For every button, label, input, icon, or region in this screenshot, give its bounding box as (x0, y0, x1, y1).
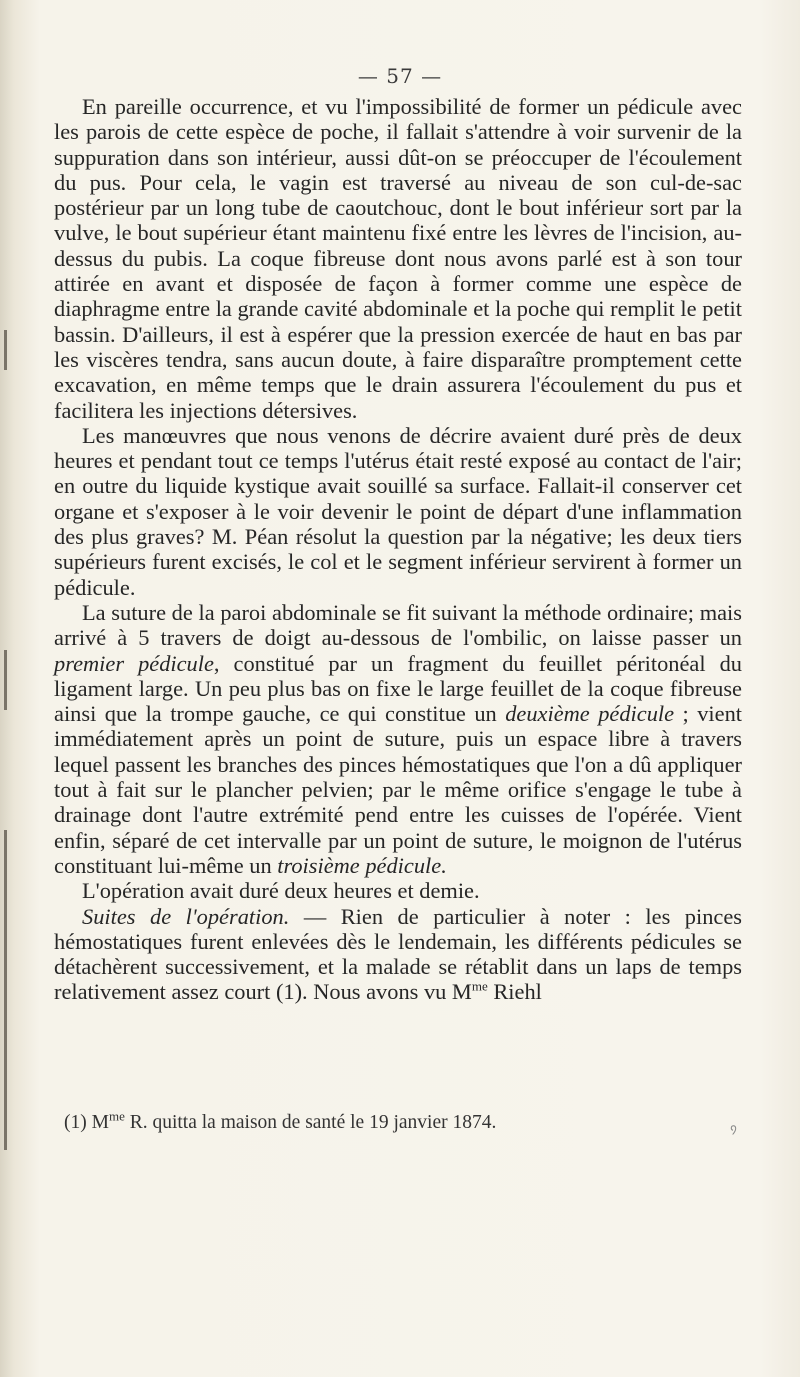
text-run: Riehl (487, 979, 542, 1005)
italic-text: premier pédicule (54, 650, 214, 676)
italic-text: Suites de l'opération. (82, 903, 290, 929)
paragraph (54, 878, 742, 903)
paragraph (54, 600, 742, 878)
body-text (54, 94, 742, 1005)
paragraph (54, 904, 742, 1005)
binding-edge-mark (4, 330, 7, 370)
text-run: L'opération avait duré deux heures et demie. (82, 878, 480, 904)
page-number: — 57 — (357, 64, 443, 88)
text-run: ; vient immédiatement après un point de suture, puis un espace libre à travers lequel passent les branches des pinces hémostatiques que l'on a dû appliquer tout à fait sur le plancher pelvien; par le même orifice s'engage le tube à drainage dont l'autre extrémité pend entre les cuisses de l'opérée. Vient enfin, séparé de cet intervalle par un point de suture, le moignon de l'utérus constituant lui-même un (54, 701, 743, 878)
paragraph (54, 423, 742, 600)
text-run: En pareille occurrence, et vu l'impossibilité de former un pédicule avec les parois de cette espèce de poche, il fallait s'attendre à voir survenir de la suppuration dans son intérieur, aussi dût-on se préoccuper de l'écoulement du pus. Pour cela, le vagin est traversé au niveau de son cul-de-sac postérieur par un long tube de caoutchouc, dont le bout inférieur sort par la vulve, le bout supérieur étant maintenu fixé entre les lèvres de l'incision, au-dessus du pubis. La coque fibreuse dont nous avons parlé est à son tour attirée en avant et disposée de façon à former comme une espèce de diaphragme entre la grande cavité abdominale et la poche qui remplit le petit bassin. D'ailleurs, il est à espérer que la pression exercée de haut en bas par les viscères tendra, sans aucun doute, à faire disparaître promptement cette excavation, en même temps que le drain assurera l'écoulement du pus et facilitera les injections détersives. (54, 94, 742, 423)
binding-edge-mark (4, 650, 7, 710)
text-run: (1) M (64, 1112, 109, 1133)
text-run: Les manœuvres que nous venons de décrire avaient duré près de deux heures et pendant tout ce temps l'utérus était resté exposé au contact de l'air; en outre du liquide kystique avait souillé sa surface. Fallait-il conserver cet organe et s'exposer à le voir devenir le point de départ d'une inflammation des plus graves? M. Péan résolut la question par la négative; les deux tiers supérieurs furent excisés, le col et le segment inférieur servirent à former un pédicule. (54, 422, 742, 600)
text-run: , constitué par un fragment du feuillet péritonéal du ligament large. Un peu plus bas on fixe le large feuillet de la coque fibreuse ainsi que la trompe gauche, ce qui constitue un (54, 650, 742, 727)
stray-mark-icon: ᠀ (730, 1122, 737, 1137)
text-run: — Rien de particulier à noter : les pinces hémostatiques furent enlevées dès le lendemain, les différents pédicules se détachèrent successivement, et la malade se rétablit dans un laps de temps relativement assez court (1). Nous avons vu M (54, 903, 742, 1005)
italic-text: deuxième pédicule (505, 701, 675, 727)
text-run: R. quitta la maison de santé le 19 janvier 1874. (124, 1112, 497, 1133)
binding-edge-mark (4, 830, 7, 1150)
footnote (64, 1108, 764, 1134)
superscript-text: me (108, 1108, 125, 1124)
superscript-text: me (471, 978, 488, 994)
text-run: La suture de la paroi abdominale se fit suivant la méthode ordinaire; mais arrivé à 5 travers de doigt au-dessous de l'ombilic, on laisse passer un (54, 599, 742, 651)
paragraph (54, 94, 742, 423)
italic-text: troisième pédicule. (277, 852, 447, 878)
